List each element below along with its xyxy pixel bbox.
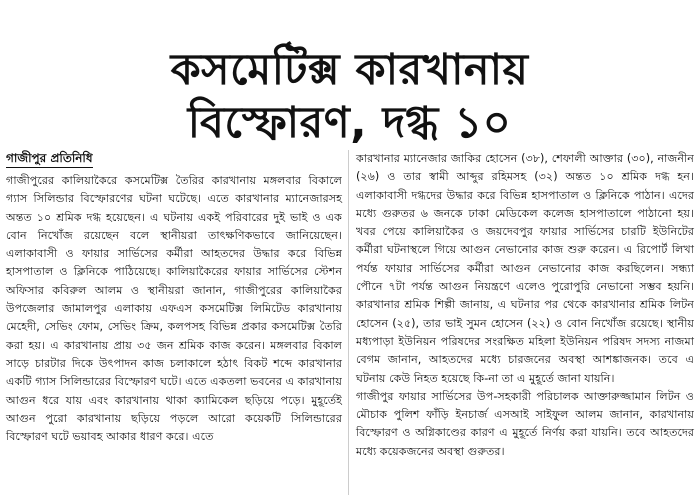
column-divider [348,150,349,495]
paragraph: কারখানার ম্যানেজার জাকির হোসেন (৩৮), শেফালী আক্তার (৩০), নাজনীন (২৬) ও তার স্বামী আব্দুর রহিমসহ (৩২) অন্তত ১০ শ্রমিক দগ্ধ হন। এলাকাবাসী দগ্ধদের উদ্ধার করে বিভিন্ন হাসপাতাল ও ক্লিনিকে পাঠান। এদের মধ্যে গুরুতর ৬ জনকে ঢাকা মেডিকেল কলেজ হাসপাতালে পাঠানো হয়। খবর পেয়ে কালিয়াকৈর ও জয়দেবপুর ফায়ার সার্ভিসের চারটি ইউনিটের কর্মীরা ঘটনাস্থলে গিয়ে আগুন নেভানোর কাজ শুরু করেন। এ রিপোর্ট লিখা পর্যন্ত ফায়ার সার্ভিসের কর্মীরা আগুন নেভানোর কাজ করছিলেন। সন্ধ্যা পৌনে ৭টা পর্যন্ত আগুন নিয়ন্ত্রণে এলেও পুরোপুরি নেভানো সম্ভব হয়নি। কারখানার শ্রমিক শিল্পী জানায়, এ ঘটনার পর থেকে কারখানার শ্রমিক লিটন হোসেন (২৫), তার ভাই সুমন হোসেন (২২) ও বোন নিখোঁজ রয়েছে। স্থানীয় মধ্যপাড়া ইউনিয়ন পরিষদের সংরক্ষিত মহিলা ইউনিয়ন পরিষদ সদস্য নাজমা বেগম জানান, আহতদের মধ্যে চারজনের অবস্থা আশঙ্কাজনক। তবে এ ঘটনায় কেউ নিহত হয়েছে কি-না তা এ মুহূর্তে জানা যায়নি। [356,152,694,385]
article-column-left [6,172,342,446]
byline: গাজীপুর প্রতিনিধি [6,150,93,168]
headline-line-2: বিস্ফোরণ, দগ্ধ ১০ [187,98,512,148]
paragraph: গাজীপুরের কালিয়াকৈরে কসমেটিক্স তৈরির কারখানায় মঙ্গলবার বিকালে গ্যাস সিলিন্ডার বিস্ফোরণের ঘটনা ঘটেছে। এতে কারখানার ম্যানেজারসহ অন্তত ১০ শ্রমিক দগ্ধ হয়েছেন। এ ঘটনায় একই পরিবারের দুই ভাই ও এক বোন নিখোঁজ রয়েছেন বলে স্থানীয়রা তাৎক্ষণিকভাবে জানিয়েছেন। এলাকাবাসী ও ফায়ার সার্ভিসের কর্মীরা আহতদের উদ্ধার করে বিভিন্ন হাসপাতাল ও ক্লিনিকে পাঠিয়েছে। কালিয়াকৈরের ফায়ার সার্ভিসের স্টেশন অফিসার কবিরুল আলম ও স্থানীয়রা জানান, গাজীপুরের কালিয়াকৈর উপজেলার জামালপুর এলাকায় এফএস কসমেটিক্স লিমিটেড কারখানায় মেহেদী, সেভিং ফোম, সেভিং ক্রিম, কলপসহ বিভিন্ন প্রকার কসমেটিক্স তৈরি করা হয়। এ কারখানায় প্রায় ৩৫ জন শ্রমিক কাজ করেন। মঙ্গলবার বিকাল সাড়ে চারটার দিকে উৎপাদন কাজ চলাকালে হঠাৎ বিকট শব্দে কারখানার একটি গ্যাস সিলিন্ডারের বিস্ফোরণ ঘটে। এতে একতলা ভবনের এ কারখানায় আগুন ধরে যায় এবং কারখানায় থাকা ক্যামিকেল ছড়িয়ে পড়ে। মুহূর্তেই আগুন পুরো কারখানায় ছড়িয়ে পড়লে আরো কয়েকটি সিলিন্ডারের বিস্ফোরণ ঘটে ভয়াবহ আকার ধারণ করে। এতে [6,174,342,444]
article-column-right [356,150,694,461]
paragraph: গাজীপুর ফায়ার সার্ভিসের উপ-সহকারী পরিচালক আক্তারুজ্জামান লিটন ও মৌচাক পুলিশ ফাঁড়ি ইনচার্জ এসআই সাইফুল আলম জানান, কারখানায় বিস্ফোরণ ও অগ্নিকাণ্ডের কারণ এ মুহূর্তে নির্ণয় করা যায়নি। তবে আহতদের মধ্যে কয়েকজনের অবস্থা গুরুতর। [356,389,694,458]
page-corner-mark [661,0,699,22]
headline-line-1: কসমেটিক্স কারখানায় [170,45,529,95]
headline [0,44,699,150]
